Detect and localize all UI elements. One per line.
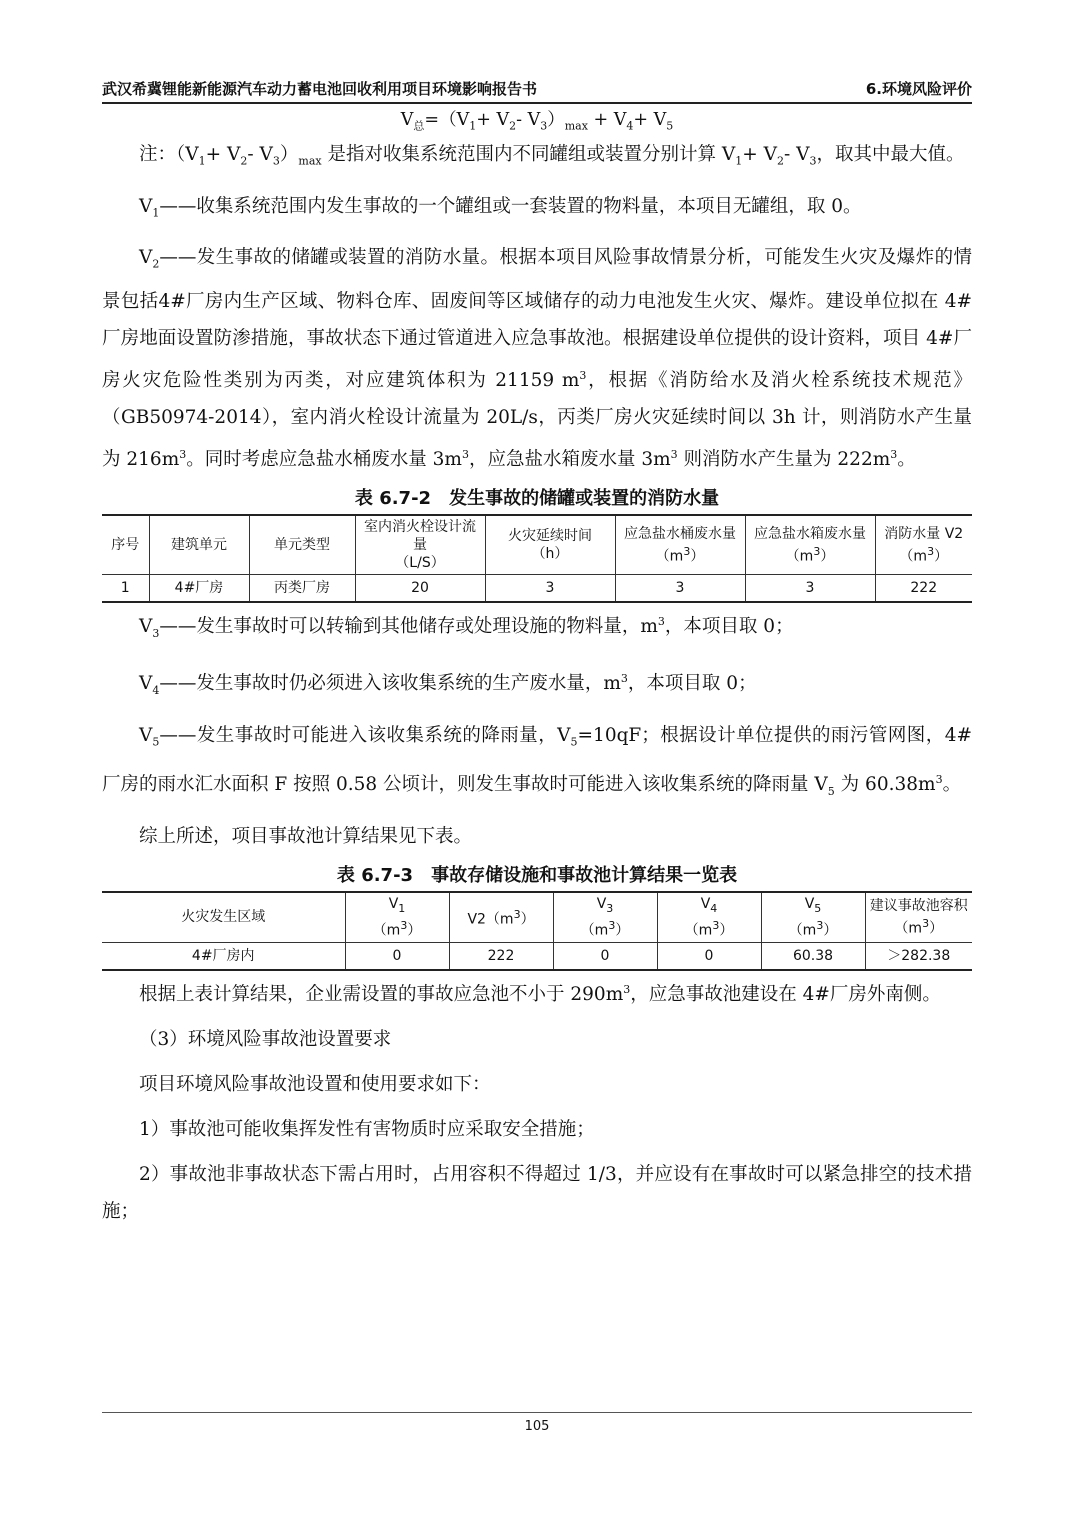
v2-paragraph: $V_2——$发生事故的储罐或装置的消防水量。根据本项目风险事故情景分析，可能发生火灾及爆炸的情景包括4#厂房内生产区域、物料仓库、固废间等区域储存的动力电池发生火灾、爆炸。建设单位拟在 4#厂房地面设置防渗措施，事故状态下通过管道进入应急事故池。根据建设单位提供的设计资料，项目 4#厂房火灾危险性类别为丙类，对应建筑体积为 21159 $m^3$，根据《消防给水及消火栓系统技术规范》（GB50974-2014），室内消火栓设计流量为 20L/s，丙类厂房火灾延续时间以 3h 计，则消防水产生量为 $216m^3$。同时考虑应急盐水桶废水量 $3m^3$，应急盐水箱废水量 $3m^3$ 则消防水产生量为 $222m^3$。: [102, 247, 972, 471]
table1-cell: 20: [355, 575, 485, 603]
result-paragraph: 根据上表计算结果，企业需设置的事故应急池不小于 $290m^3$，应急事故池建设在 4#厂房外南侧。: [139, 983, 941, 1006]
table2-cell: 4#厂房内: [102, 943, 345, 971]
page-number: 105: [524, 1419, 550, 1434]
v1-paragraph: $V_1——$收集系统范围内发生事故的一个罐组或一套装置的物料量，本项目无罐组，取 0。: [139, 195, 862, 220]
page-footer: [102, 1412, 972, 1434]
accident-pool-table: [102, 891, 972, 971]
table2-header-cell: $V_4$ $(m^3)$: [657, 892, 761, 943]
table2-cell: 0: [657, 943, 761, 971]
table1-header-cell: 应急盐水桶废水量 $(m^3)$: [615, 515, 745, 575]
table1-cell: 3: [615, 575, 745, 603]
v5-paragraph: $V_5——$发生事故时可能进入该收集系统的降雨量，$V_5=10qF$；根据设计单位提供的雨污管网图，4#厂房的雨水汇水面积 F 按照 0.58 公顷计，则发生事故时可能进入该收集系统的降雨量 $V_5$ 为 $60.38m^3$。: [102, 725, 972, 798]
table2-header-row: [102, 892, 972, 943]
table1-cell: 3: [485, 575, 615, 603]
table2-cell: 0: [553, 943, 657, 971]
table1-header-cell: 消防水量 $V2(m^3)$: [875, 515, 972, 575]
table1-cell: 3: [745, 575, 875, 603]
note-paragraph: 注：（$V_1+ V_2-$ $V_3)_{max}$ 是指对收集系统范围内不同罐组或装置分别计算 $V_1+ V_2-$ $V_3$，取其中最大值。: [139, 144, 965, 168]
table2-header-cell: $V2(m^3)$: [449, 892, 553, 943]
v3-paragraph: $V_3——$发生事故时可以转输到其他储存或处理设施的物料量，$m^3$，本项目取 0；: [139, 615, 794, 641]
table2-cell: 0: [345, 943, 449, 971]
table1-header-cell: 序号: [102, 515, 149, 575]
section-3-heading: （3）环境风险事故池设置要求: [139, 1029, 392, 1051]
table2-header-cell: $V_5$ $(m^3)$: [761, 892, 865, 943]
header-chapter-title: 6.环境风险评价: [865, 80, 972, 98]
table1-header-cell: 火灾延续时间 （h）: [485, 515, 615, 575]
header-report-title: 武汉希冀锂能新能源汽车动力蓄电池回收利用项目环境影响报告书: [102, 80, 538, 98]
table2-header-cell: $V_3$ $(m^3)$: [553, 892, 657, 943]
requirement-2: 2）事故池非事故状态下需占用时，占用容积不得超过 1/3，并应设有在事故时可以紧急排空的技术措施；: [102, 1164, 972, 1223]
table2-cell: ＞282.38: [865, 943, 972, 971]
requirement-1: 1）事故池可能收集挥发性有害物质时应采取安全措施；: [139, 1119, 595, 1141]
table2-header-cell: $V_1$ $(m^3)$: [345, 892, 449, 943]
table1-header-cell: 室内消火栓设计流量 （L/S）: [355, 515, 485, 575]
table1-cell: 4#厂房: [149, 575, 249, 603]
table1-caption: 表 6.7-2 发生事故的储罐或装置的消防水量: [354, 488, 720, 510]
page-header: [102, 76, 972, 100]
table-row: [102, 943, 972, 971]
page-body: [102, 104, 972, 1230]
table1-header-cell: 应急盐水箱废水量 $(m^3)$: [745, 515, 875, 575]
formula-v-total: $V_总=(V_1+ V_2-$ $V_3)_{max} + V_4+ V_5$: [400, 110, 674, 133]
table2-cell: 222: [449, 943, 553, 971]
v4-paragraph: $V_4——$发生事故时仍必须进入该收集系统的生产废水量，$m^3$，本项目取 0；: [139, 672, 757, 698]
table1-header-row: [102, 515, 972, 575]
requirements-intro: 项目环境风险事故池设置和使用要求如下：: [139, 1074, 491, 1096]
table2-header-cell: 火灾发生区域: [102, 892, 345, 943]
table1-header-cell: 建筑单元: [149, 515, 249, 575]
summary-paragraph: 综上所述，项目事故池计算结果见下表。: [139, 825, 473, 847]
fire-water-table: [102, 514, 972, 603]
table-row: [102, 575, 972, 603]
table1-cell: 1: [102, 575, 149, 603]
table2-cell: 60.38: [761, 943, 865, 971]
table2-header-cell: 建议事故池容积 $(m^3)$: [865, 892, 972, 943]
table1-cell: 222: [875, 575, 972, 603]
table2-caption: 表 6.7-3 事故存储设施和事故池计算结果一览表: [336, 864, 738, 886]
table1-header-cell: 单元类型: [249, 515, 355, 575]
table1-cell: 丙类厂房: [249, 575, 355, 603]
